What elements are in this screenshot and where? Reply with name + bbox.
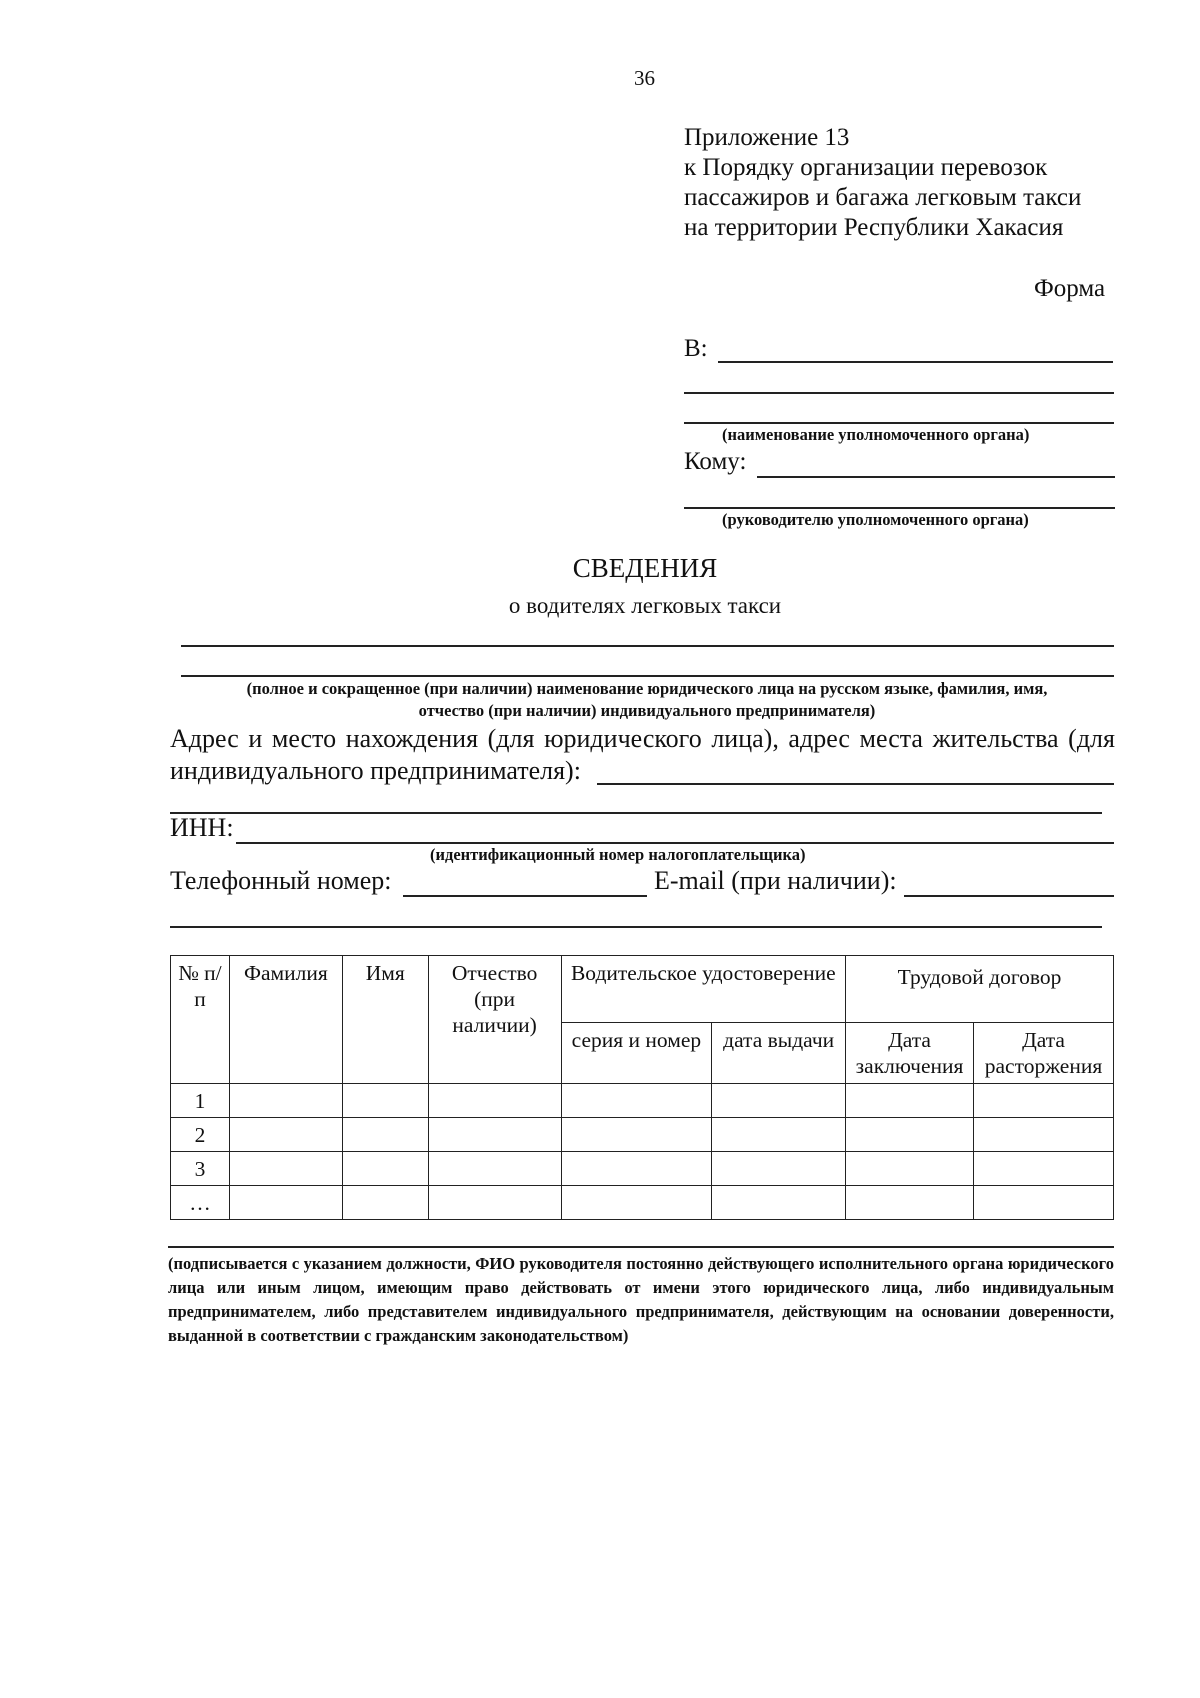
org-name-caption-line: отчество (при наличии) индивидуального предпринимателя)	[418, 701, 876, 720]
row-number: …	[171, 1186, 230, 1220]
col-surname-header: Фамилия	[229, 956, 342, 1084]
col-contract-end-header: Дата расторжения	[974, 1023, 1114, 1084]
cell-surname[interactable]	[229, 1152, 342, 1186]
to-field-line-3[interactable]	[684, 422, 1114, 424]
cell-surname[interactable]	[229, 1084, 342, 1118]
phone-field-line[interactable]	[403, 895, 647, 897]
cell-surname[interactable]	[229, 1118, 342, 1152]
whom-caption: (руководителю уполномоченного органа)	[722, 510, 1029, 529]
table-row	[171, 1186, 1114, 1220]
table-row	[171, 1118, 1114, 1152]
row-number: 2	[171, 1118, 230, 1152]
org-name-line-2[interactable]	[181, 675, 1114, 677]
address-field-line[interactable]	[597, 783, 1114, 785]
col-number-header: № п/п	[171, 956, 230, 1084]
cell-contract-end[interactable]	[974, 1118, 1114, 1152]
phone-label: Телефонный номер:	[170, 866, 392, 895]
org-name-caption-line: (полное и сокращенное (при наличии) наименование юридического лица на русском языке, фамилия, имя,	[246, 679, 1048, 698]
inn-label: ИНН:	[170, 813, 234, 842]
whom-label: Кому:	[684, 448, 747, 475]
cell-contract-end[interactable]	[974, 1152, 1114, 1186]
cell-contract-start[interactable]	[846, 1186, 974, 1220]
cell-contract-start[interactable]	[846, 1152, 974, 1186]
contact-extra-line[interactable]	[170, 926, 1102, 928]
whom-field-line-2[interactable]	[684, 507, 1115, 509]
table-row	[171, 1084, 1114, 1118]
appendix-line: на территории Республики Хакасия	[684, 214, 1064, 241]
cell-contract-end[interactable]	[974, 1186, 1114, 1220]
cell-name[interactable]	[342, 1118, 428, 1152]
col-contract-start-header: Дата заключения	[846, 1023, 974, 1084]
row-number: 3	[171, 1152, 230, 1186]
col-name-header: Имя	[342, 956, 428, 1084]
cell-patronymic[interactable]	[428, 1084, 561, 1118]
cell-license-date[interactable]	[712, 1084, 846, 1118]
address-label: Адрес и место нахождения (для юридического лица), адрес места жительства (для индивидуального предпринимателя):	[170, 724, 1115, 785]
cell-name[interactable]	[342, 1152, 428, 1186]
cell-license-date[interactable]	[712, 1118, 846, 1152]
appendix-line: пассажиров и багажа легковым такси	[684, 184, 1082, 211]
row-number: 1	[171, 1084, 230, 1118]
to-field-line-2[interactable]	[684, 392, 1114, 394]
document-title: СВЕДЕНИЯ	[572, 553, 718, 583]
appendix-header	[684, 123, 1081, 243]
cell-license-series[interactable]	[561, 1118, 712, 1152]
page-number: 36	[634, 66, 655, 90]
address-field-line-2[interactable]	[170, 812, 1102, 814]
cell-surname[interactable]	[229, 1186, 342, 1220]
cell-patronymic[interactable]	[428, 1118, 561, 1152]
org-name-caption	[166, 678, 1128, 722]
col-contract-header: Трудовой договор	[846, 956, 1114, 1023]
cell-patronymic[interactable]	[428, 1186, 561, 1220]
cell-contract-end[interactable]	[974, 1084, 1114, 1118]
email-label: E-mail (при наличии):	[654, 866, 897, 895]
form-label: Форма	[1034, 275, 1106, 302]
signature-line[interactable]	[168, 1246, 1114, 1248]
col-license-header: Водительское удостоверение	[561, 956, 846, 1023]
cell-patronymic[interactable]	[428, 1152, 561, 1186]
drivers-table	[170, 955, 1114, 1220]
email-field-line[interactable]	[904, 895, 1114, 897]
cell-license-series[interactable]	[561, 1186, 712, 1220]
cell-license-date[interactable]	[712, 1152, 846, 1186]
cell-license-series[interactable]	[561, 1152, 712, 1186]
cell-license-series[interactable]	[561, 1084, 712, 1118]
table-row	[171, 1152, 1114, 1186]
inn-caption: (идентификационный номер налогоплательщика)	[430, 845, 806, 864]
whom-field-line[interactable]	[757, 476, 1115, 478]
org-name-line[interactable]	[181, 645, 1114, 647]
col-license-series-header: серия и номер	[561, 1023, 712, 1084]
col-patronymic-header: Отчество (при наличии)	[428, 956, 561, 1084]
to-caption: (наименование уполномоченного органа)	[722, 425, 1030, 444]
appendix-line: к Порядку организации перевозок	[684, 154, 1048, 181]
to-field-line[interactable]	[718, 361, 1113, 363]
table-header-row	[171, 956, 1114, 1023]
col-license-date-header: дата выдачи	[712, 1023, 846, 1084]
cell-license-date[interactable]	[712, 1186, 846, 1220]
cell-name[interactable]	[342, 1084, 428, 1118]
cell-name[interactable]	[342, 1186, 428, 1220]
cell-contract-start[interactable]	[846, 1118, 974, 1152]
signature-caption: (подписывается с указанием должности, ФИО руководителя постоянно действующего исполнительного органа юридического лица или иным лицом, имеющим право действовать от имени этого юридического лица, либо индивидуальным предпринимателем, либо представителем индивидуального предпринимателя, действующим на основании доверенности, выданной в соответствии с гражданским законодательством)	[168, 1254, 1114, 1345]
appendix-line: Приложение 13	[684, 124, 850, 151]
inn-field-line[interactable]	[236, 842, 1114, 844]
cell-contract-start[interactable]	[846, 1084, 974, 1118]
document-subtitle: о водителях легковых такси	[508, 593, 782, 618]
to-label: В:	[684, 335, 708, 362]
